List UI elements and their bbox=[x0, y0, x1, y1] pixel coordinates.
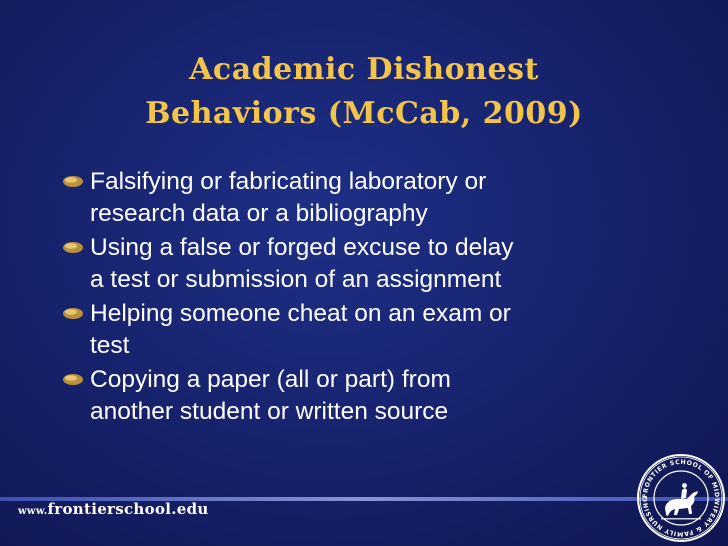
bullet-list bbox=[60, 166, 660, 430]
bullet-icon bbox=[62, 175, 84, 188]
bullet-item bbox=[60, 298, 660, 362]
bullet-item bbox=[60, 364, 660, 428]
slide-title bbox=[0, 48, 728, 136]
footer-url bbox=[18, 500, 209, 518]
bullet-text-line: Copying a paper (all or part) from bbox=[90, 366, 451, 393]
bullet-text-line: test bbox=[90, 332, 130, 359]
footer-url-domain: frontierschool.edu bbox=[47, 500, 209, 518]
svg-text:FRONTIER SCHOOL OF MIDWIFERY &: FRONTIER SCHOOL OF MIDWIFERY & FAMILY NURSING bbox=[641, 458, 721, 538]
bullet-text-line: research data or a bibliography bbox=[90, 200, 428, 227]
title-line: Academic Dishonest bbox=[189, 52, 539, 87]
seal-icon bbox=[635, 452, 727, 544]
bullet-icon bbox=[62, 241, 84, 254]
bullet-text-line: a test or submission of an assignment bbox=[90, 266, 502, 293]
footer-url-prefix: www. bbox=[18, 506, 48, 517]
bullet-icon bbox=[62, 373, 84, 386]
bullet-text-line: Falsifying or fabricating laboratory or bbox=[90, 168, 487, 195]
bullet-text-line: another student or written source bbox=[90, 398, 449, 425]
bullet-item bbox=[60, 166, 660, 230]
bullet-icon bbox=[62, 307, 84, 320]
bullet-text-line: Using a false or forged excuse to delay bbox=[90, 234, 514, 261]
bullet-text-line: Helping someone cheat on an exam or bbox=[90, 300, 511, 327]
bullet-item bbox=[60, 232, 660, 296]
title-line: Behaviors (McCab, 2009) bbox=[145, 96, 583, 131]
